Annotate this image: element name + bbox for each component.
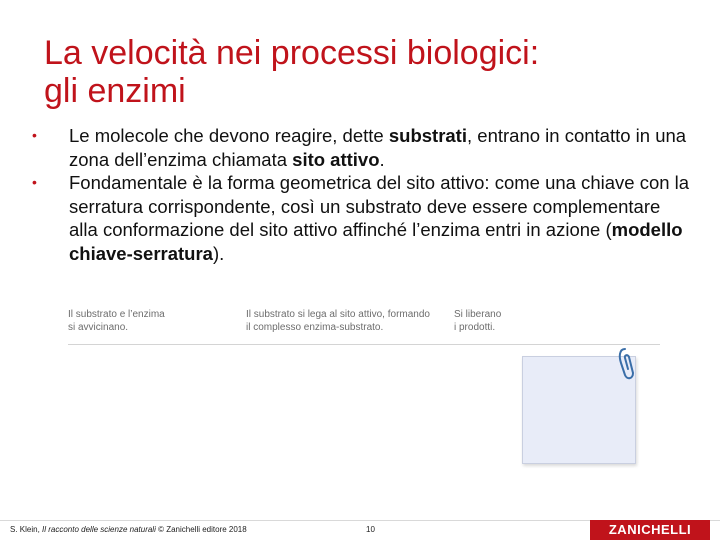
bullet-item	[32, 124, 692, 171]
bullet-dot-icon: •	[32, 127, 37, 143]
figure-caption-strip	[68, 308, 660, 345]
title-line-2: gli enzimi	[44, 72, 186, 110]
bullet-item	[32, 171, 692, 265]
term-substrati: substrati	[388, 125, 467, 146]
paperclip-icon	[615, 345, 643, 381]
figure-step-3: Si liberano i prodotti.	[454, 309, 502, 333]
figure-step-1: Il substrato e l’enzima si avvicinano.	[68, 309, 165, 333]
slide-title	[44, 34, 684, 110]
bullet-text: Le molecole che devono reagire, dette substrati, entrano in contatto in una zona dell’enzima chiamata sito attivo.	[69, 125, 687, 170]
page-number: 10	[366, 525, 375, 534]
footer-credit: S. Klein, Il racconto delle scienze naturali © Zanichelli editore 2018	[10, 525, 247, 534]
title-line-1: La velocità nei processi biologici:	[44, 34, 540, 72]
figure-step-2: Il substrato si lega al sito attivo, formando il complesso enzima-substrato.	[246, 309, 430, 333]
publisher-logo: ZANICHELLI	[590, 520, 710, 540]
bullet-dot-icon: •	[32, 174, 37, 190]
bullet-list	[32, 124, 692, 265]
bullet-text: Fondamentale è la forma geometrica del sito attivo: come una chiave con la serratura corrispondente, così un substrato deve essere complementare alla conformazione del sito attivo affinché l’enzima entri in azione (modello chiave-serratura).	[69, 172, 690, 264]
book-title: Il racconto delle scienze naturali	[42, 525, 156, 534]
term-modello-chiave-serratura: modello chiave-serratura	[69, 219, 683, 264]
term-sito-attivo: sito attivo	[292, 148, 380, 170]
